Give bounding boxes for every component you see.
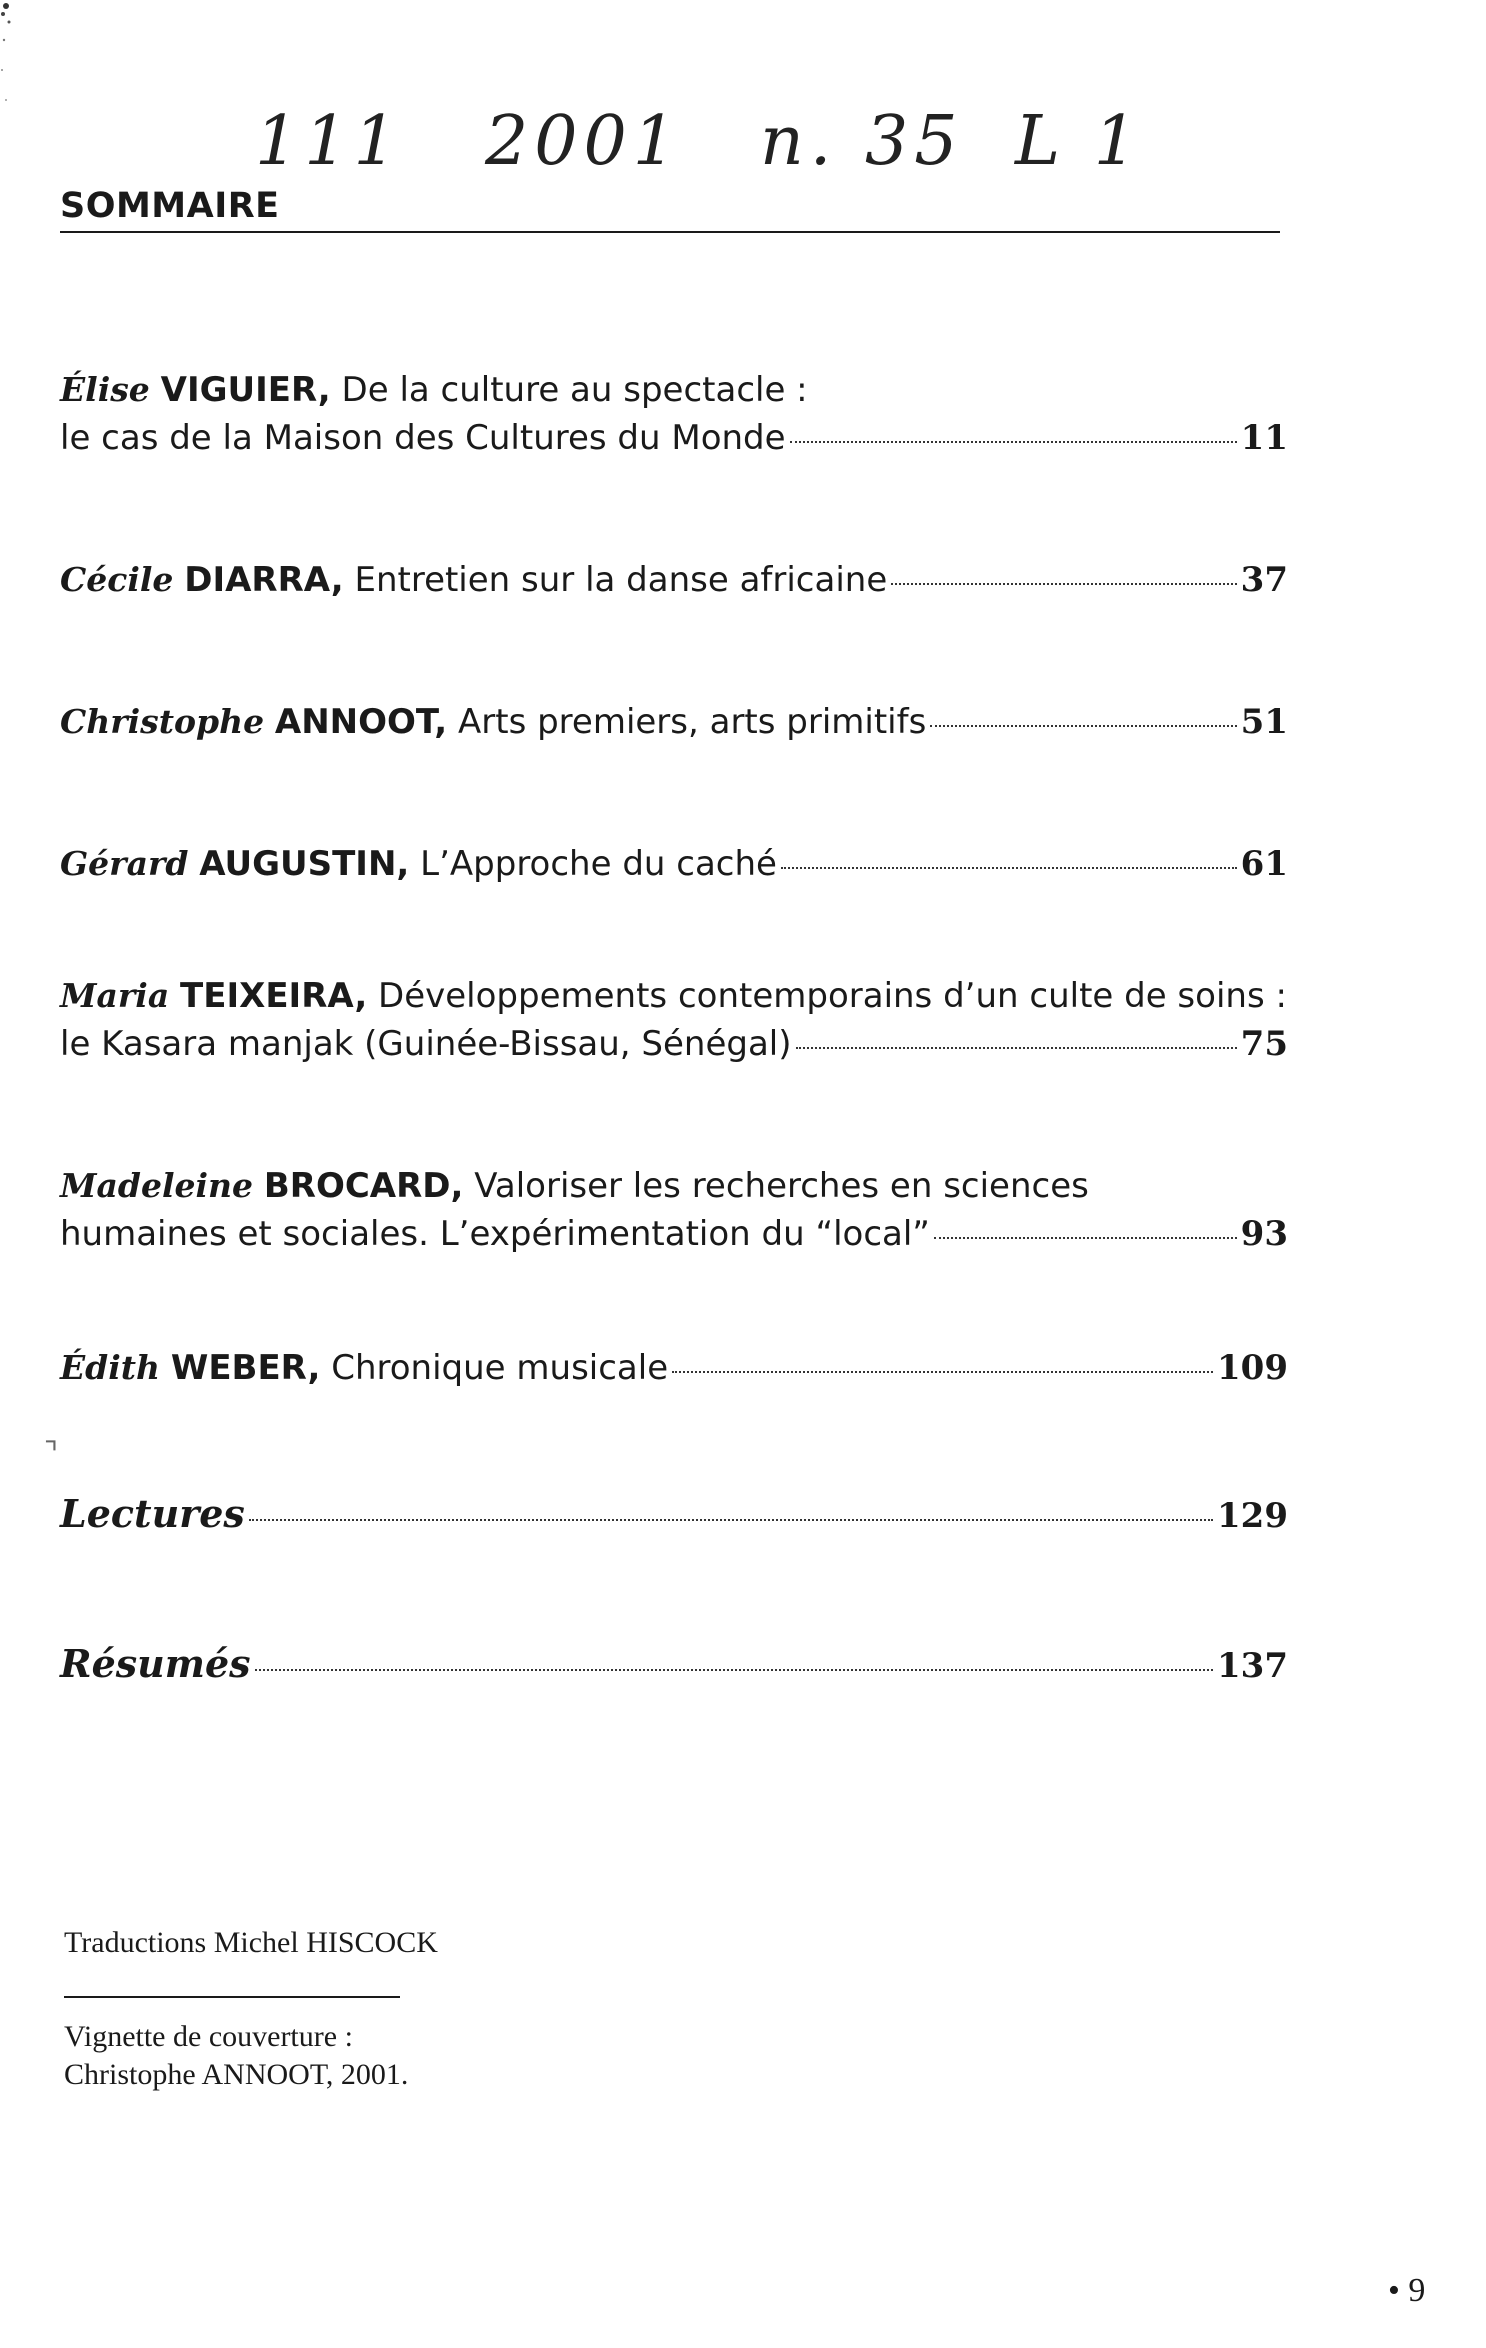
author-first-name: Madeleine (60, 1166, 254, 1205)
cover-credit-line: Christophe ANNOOT, 2001. (64, 2058, 409, 2091)
entry-title: Arts premiers, arts primitifs (458, 702, 927, 742)
author-last-name: TEIXEIRA, (180, 976, 368, 1016)
author-first-name: Cécile (60, 560, 174, 599)
author-first-name: Maria (60, 976, 170, 1015)
handwritten-note (255, 90, 1255, 200)
entry-title-continued: humaines et sociales. L’expérimentation du “local” (60, 1214, 930, 1254)
scan-mark: ⌝ (44, 1436, 59, 1471)
author-last-name: AUGUSTIN, (199, 844, 410, 884)
cover-credit (64, 2018, 408, 2094)
page-number: 129 (1217, 1496, 1288, 1536)
handwritten-note-part: L 1 (1015, 102, 1144, 181)
section-label: Lectures (60, 1491, 245, 1536)
leader-dots (790, 441, 1237, 443)
page-number: 11 (1240, 418, 1288, 458)
toc-entry (60, 366, 1288, 462)
page-number: 137 (1217, 1646, 1288, 1686)
leader-dots (255, 1669, 1213, 1671)
toc-entry (60, 1162, 1288, 1258)
toc-entry (60, 698, 1288, 746)
entry-title: Chronique musicale (331, 1348, 669, 1388)
leader-dots (891, 583, 1236, 585)
entry-title: L’Approche du caché (420, 844, 777, 884)
entry-title-continued: le Kasara manjak (Guinée-Bissau, Sénégal) (60, 1024, 792, 1064)
author-last-name: WEBER, (170, 1348, 321, 1388)
entry-title: Développements contemporains d’un culte de soins : (378, 976, 1287, 1016)
scan-specks (0, 0, 40, 120)
page-number: 75 (1240, 1024, 1288, 1064)
toc-section-lectures (60, 1490, 1288, 1540)
page-title: SOMMAIRE (60, 186, 280, 226)
title-rule (60, 231, 1280, 233)
toc-entry (60, 556, 1288, 604)
author-last-name: DIARRA, (184, 560, 344, 600)
toc-entry (60, 840, 1288, 888)
page-number: 37 (1240, 560, 1288, 600)
leader-dots (796, 1047, 1237, 1049)
author-last-name: ANNOOT, (274, 702, 448, 742)
handwritten-note-part: n. 35 (760, 102, 964, 181)
handwritten-note-part: 2001 (485, 102, 683, 181)
leader-dots (672, 1371, 1213, 1373)
author-last-name: BROCARD, (263, 1166, 464, 1206)
page-number: 109 (1217, 1348, 1288, 1388)
author-last-name: VIGUIER, (160, 370, 331, 410)
entry-title: Entretien sur la danse africaine (354, 560, 888, 600)
author-first-name: Gérard (60, 844, 189, 883)
toc-section-resumes (60, 1640, 1288, 1690)
leader-dots (781, 867, 1237, 869)
author-first-name: Élise (60, 370, 150, 409)
page-number: 51 (1240, 702, 1288, 742)
toc-entry (60, 1344, 1288, 1392)
section-label: Résumés (60, 1641, 251, 1686)
cover-credit-line: Vignette de couverture : (64, 2020, 353, 2053)
author-first-name: Édith (60, 1348, 160, 1387)
translation-credit: Traductions Michel HISCOCK (64, 1926, 438, 1959)
leader-dots (930, 725, 1236, 727)
entry-title-continued: le cas de la Maison des Cultures du Monde (60, 418, 786, 458)
author-first-name: Christophe (60, 702, 265, 741)
page-number: 93 (1240, 1214, 1288, 1254)
page-number: 61 (1240, 844, 1288, 884)
leader-dots (934, 1237, 1237, 1239)
entry-title: De la culture au spectacle : (341, 370, 808, 410)
entry-title: Valoriser les recherches en sciences (474, 1166, 1089, 1206)
leader-dots (249, 1519, 1213, 1521)
toc-entry (60, 972, 1288, 1068)
credits-rule (64, 1996, 400, 1998)
handwritten-note-part: 111 (255, 102, 403, 181)
page-folio: • 9 (1388, 2272, 1426, 2309)
